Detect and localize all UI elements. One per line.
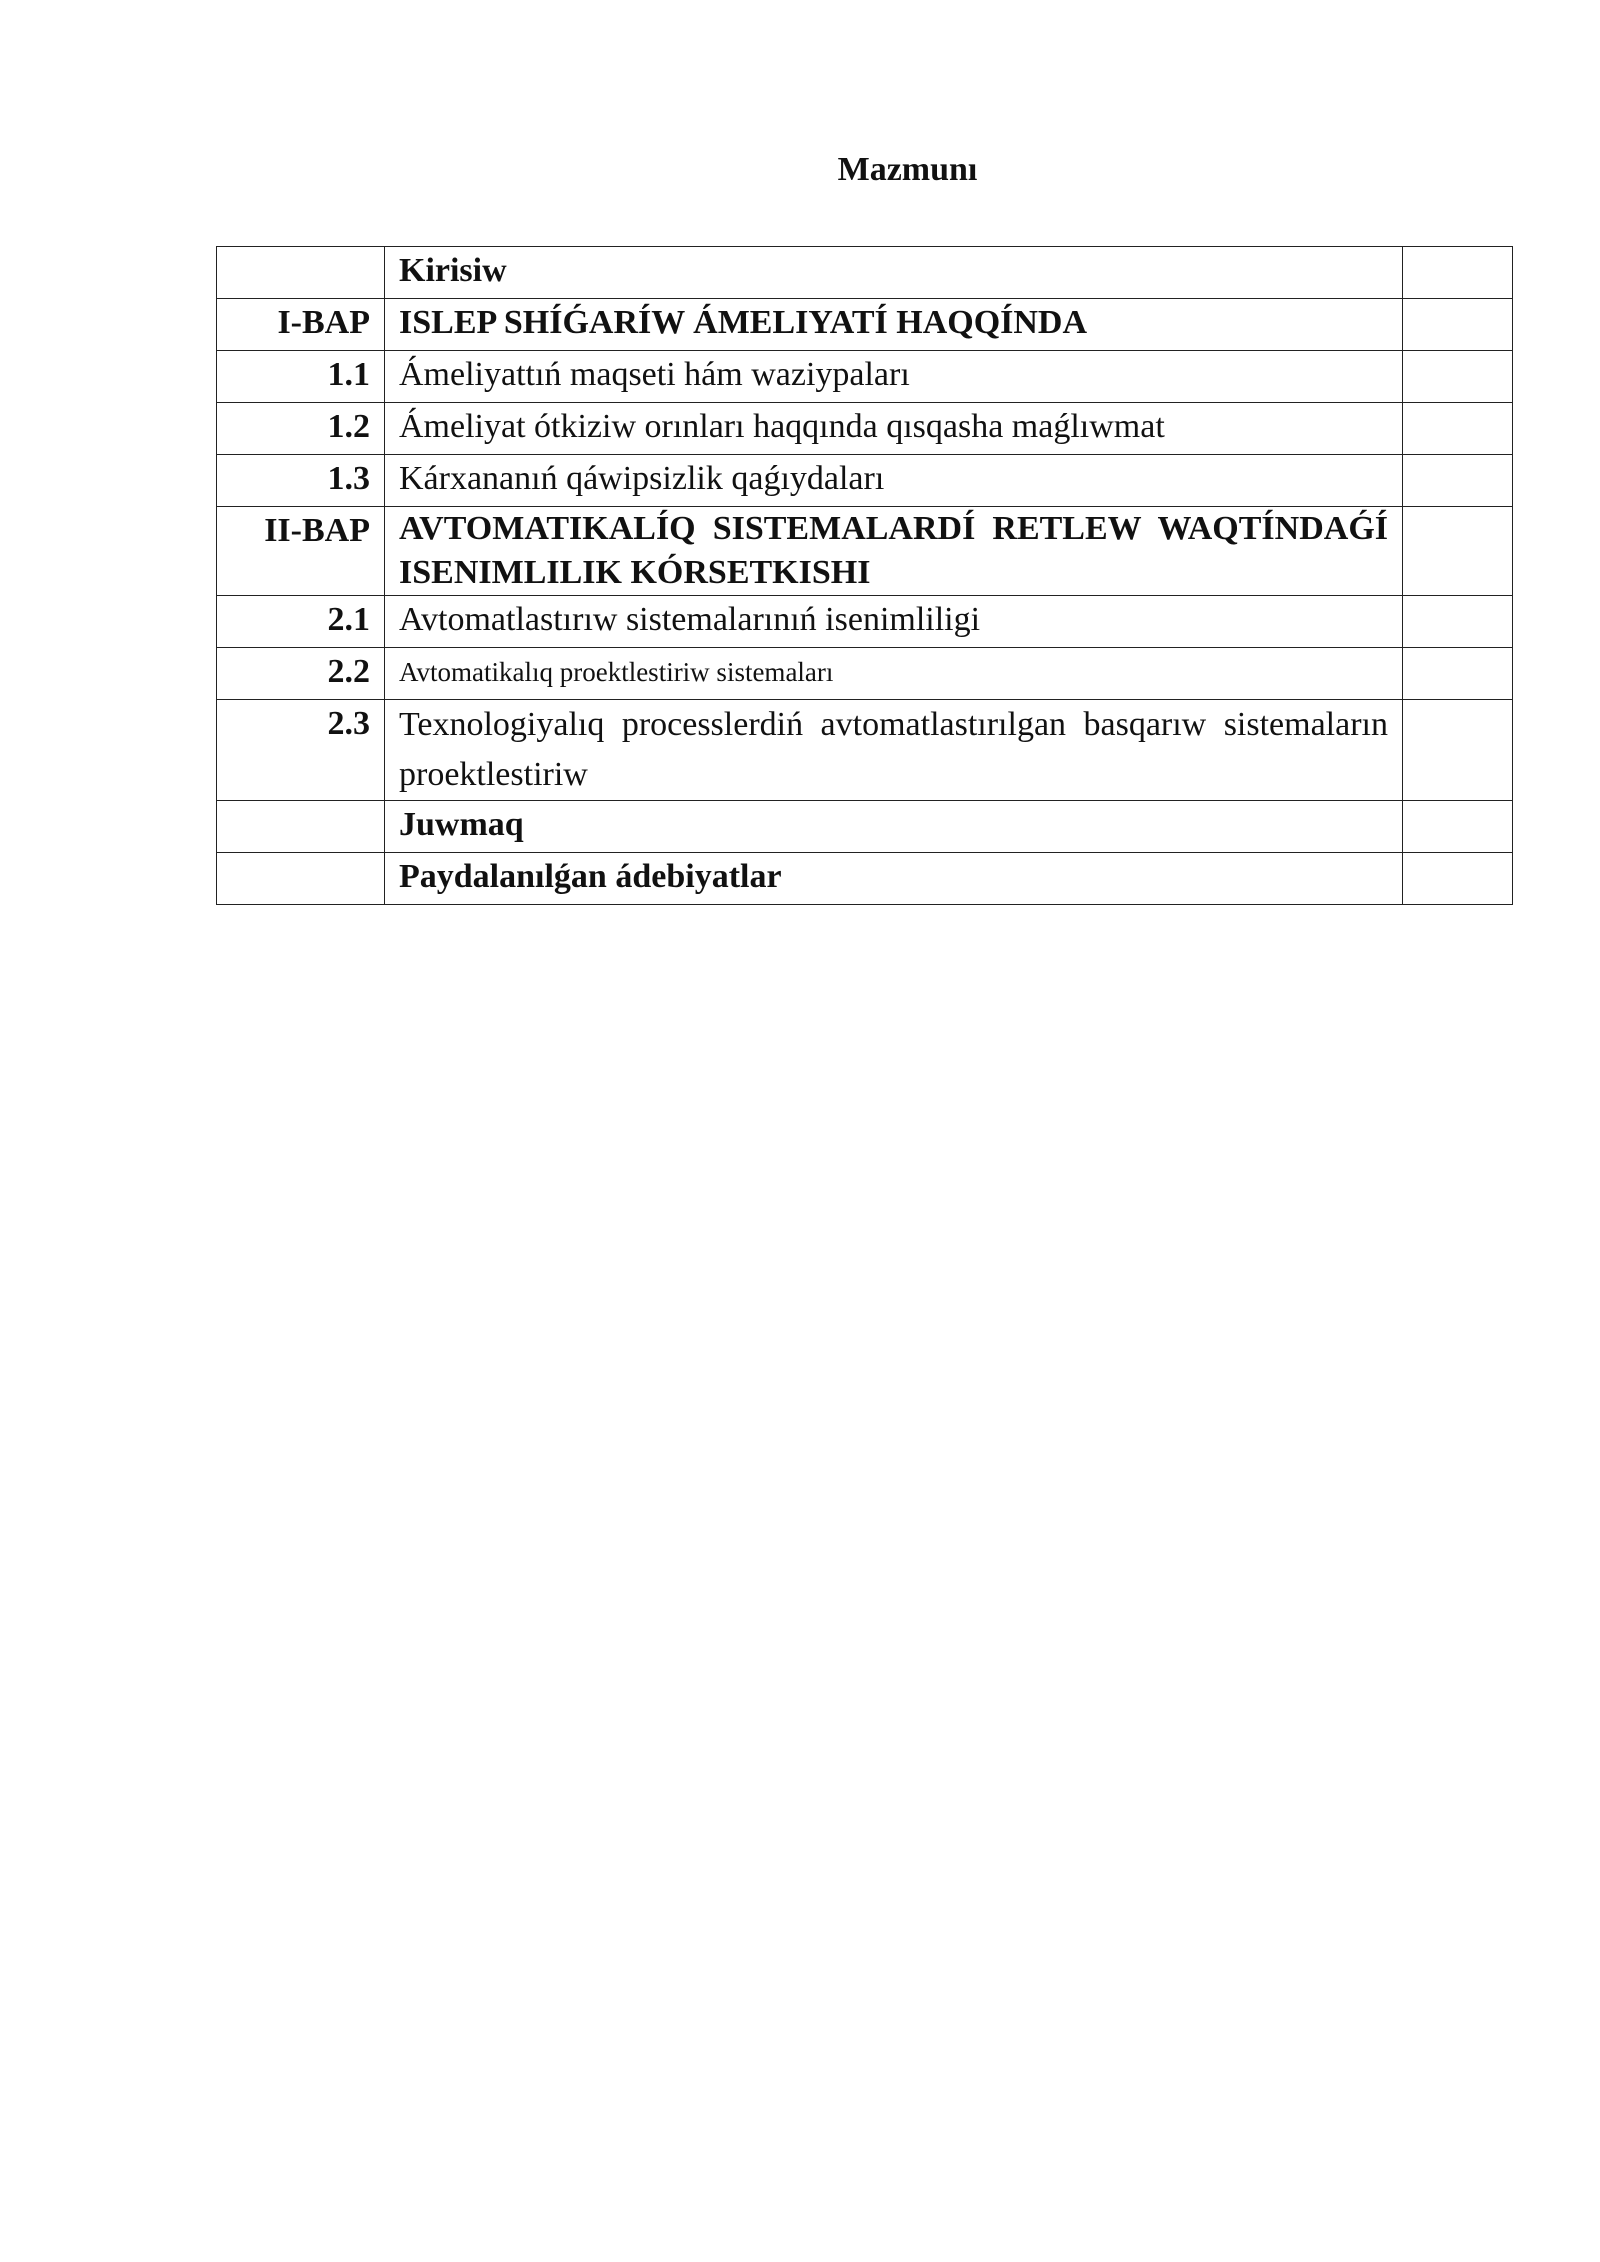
toc-page [1403,247,1513,299]
toc-row-introduction [217,247,1513,299]
toc-page [1403,299,1513,351]
toc-row-1-3 [217,455,1513,507]
toc-row-2-1 [217,596,1513,648]
toc-title: Ámeliyat ótkiziw orınları haqqında qısqasha maǵlıwmat [385,403,1403,455]
toc-row-chapter-1 [217,299,1513,351]
toc-title: Texnologiyalıq processlerdiń avtomatlastırılgan basqarıw sistemaların proektlestiriw [385,700,1403,801]
toc-row-1-2 [217,403,1513,455]
toc-page [1403,507,1513,596]
toc-row-1-1 [217,351,1513,403]
toc-row-references [217,853,1513,905]
toc-number [217,247,385,299]
toc-page [1403,801,1513,853]
toc-number: 1.2 [217,403,385,455]
toc-title: ISLEP SHÍǴARÍW ÁMELIYATÍ HAQQÍNDA [385,299,1403,351]
toc-number: 2.2 [217,648,385,700]
toc-page [1403,700,1513,801]
toc-title: Avtomatlastırıw sistemalarınıń isenimliligi [385,596,1403,648]
toc-title: Kárxananıń qáwipsizlik qaǵıydaları [385,455,1403,507]
toc-row-2-2 [217,648,1513,700]
toc-number [217,801,385,853]
toc-row-chapter-2 [217,507,1513,596]
toc-title: Avtomatikalıq proektlestiriw sistemaları [385,648,1403,700]
toc-title: AVTOMATIKALÍQ SISTEMALARDÍ RETLEW WAQTÍNDAǴÍ ISENIMLILIK KÓRSETKISHI [385,507,1403,596]
table-of-contents [216,246,1513,905]
toc-number: 2.1 [217,596,385,648]
toc-title: Kirisiw [385,247,1403,299]
toc-row-2-3 [217,700,1513,801]
toc-page [1403,351,1513,403]
page-title: Mazmunı [837,151,978,188]
toc-number: 2.3 [217,700,385,801]
toc-page [1403,853,1513,905]
toc-number: 1.1 [217,351,385,403]
toc-page [1403,648,1513,700]
toc-row-conclusion [217,801,1513,853]
toc-number: 1.3 [217,455,385,507]
toc-number: I-BAP [217,299,385,351]
toc-title: Ámeliyattıń maqseti hám waziypaları [385,351,1403,403]
toc-number [217,853,385,905]
toc-page [1403,403,1513,455]
toc-page [1403,455,1513,507]
toc-title: Juwmaq [385,801,1403,853]
toc-number: II-BAP [217,507,385,596]
toc-page [1403,596,1513,648]
toc-title: Paydalanılǵan ádebiyatlar [385,853,1403,905]
